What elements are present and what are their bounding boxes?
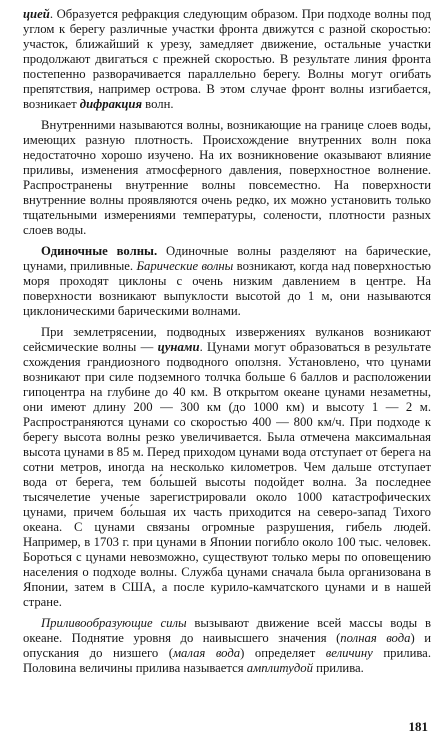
paragraph-refraction: цией. Образуется рефракция следующим образом. При подходе волны под углом к берегу различные участки фронта движутся с разной скоростью: участок, ближайший к урезу, замедляет движение, остальные участки продолжают двигаться с прежней скоростью. В результате линия фронта постепенно разворачивается параллельно берегу. Волны могут огибать препятствия, например острова. В этом случае фронт волны изгибается, возникает дифракция волн. xyxy=(23,7,431,111)
italic-term: величину xyxy=(325,646,373,660)
italic-term: малая вода xyxy=(172,646,241,660)
italic-term: полная вода xyxy=(340,631,411,645)
paragraph-tsunami: При землетрясении, подводных извержениях вулканов возникают сейсмические волны — цунами. Цунами могут образоваться в результате схождения грандиозного подводного оползня. Установлено, что цунами возникают при силе подземного толчка больше 6 баллов и расположении гипоцентра на глубине до 40 км. В открытом океане цунами незаметны, они имеют длину 200 — 300 км (до 1000 км) и высоту 1 — 2 м. Распространяются цунами со скоростью 400 — 800 км/ч. При подходе к берегу высота волны резко увеличивается. Была отмечена максимальная высота цунами в 85 м. Перед приходом цунами вода отступает от берега на сотни метров, иногда на несколько километров. Чем дальше отступает вода от берега, тем бо́льшей высоты подойдет волна. За последнее тысячелетие ученые зарегистрировали около 1000 катастрофических цунами, причем бо́льшая их часть приходится на северо-запад Тихого океана. С цунами связаны огромные разрушения, гибель людей. Например, в 1703 г. при цунами в Японии погибло около 100 тыс. человек. Бороться с цунами невозможно, существуют только меры по оповещению населения о подходе волны. Служба цунами сначала была организована в Японии, затем в США, а после курило-камчатского цунами и в нашей стране. xyxy=(23,325,431,609)
bold-term: цией xyxy=(23,7,50,21)
italic-term: Барические волны xyxy=(136,259,234,273)
bold-term: дифракция xyxy=(79,97,142,111)
paragraph-solitary-waves: Одиночные волны. Одиночные волны разделяют на барические, цунами, приливные. Барические волны возникают, когда над поверхностью моря проходят циклоны с очень низким давлением в центре. На поверхности возникают выпуклости высотой до 1 м, они называются циклоническими барическими волнами. xyxy=(23,244,432,318)
paragraph-tidal-forces: Приливообразующие силы вызывают движение всей массы воды в океане. Поднятие уровня до наивысшего значения (полная вода) и опускания до низшего (малая вода) определяет величину прилива. Половина величины прилива называется амплитудой прилива. xyxy=(23,616,432,675)
italic-term: амплитудой xyxy=(246,661,313,675)
italic-term: Приливообразующие силы xyxy=(41,616,187,630)
paragraph-internal-waves: Внутренними называются волны, возникающие на границе слоев воды, имеющих разную плотность. Происхождение внутренних волн пока недостаточно хорошо изучено. На их возникновение оказывают влияние приливы, изменения атмосферного давления, поверхностное волнение. Распространены внутренние волны повсеместно. На поверхности внутренние волны проявляются очень редко, их можно установить только тщательными измерениями температуры, солености, плотности разных слоев воды. xyxy=(23,118,431,237)
bold-term: Одиночные волны. xyxy=(41,244,158,258)
bold-term: цунами xyxy=(157,340,200,354)
page-number: 181 xyxy=(408,719,428,734)
